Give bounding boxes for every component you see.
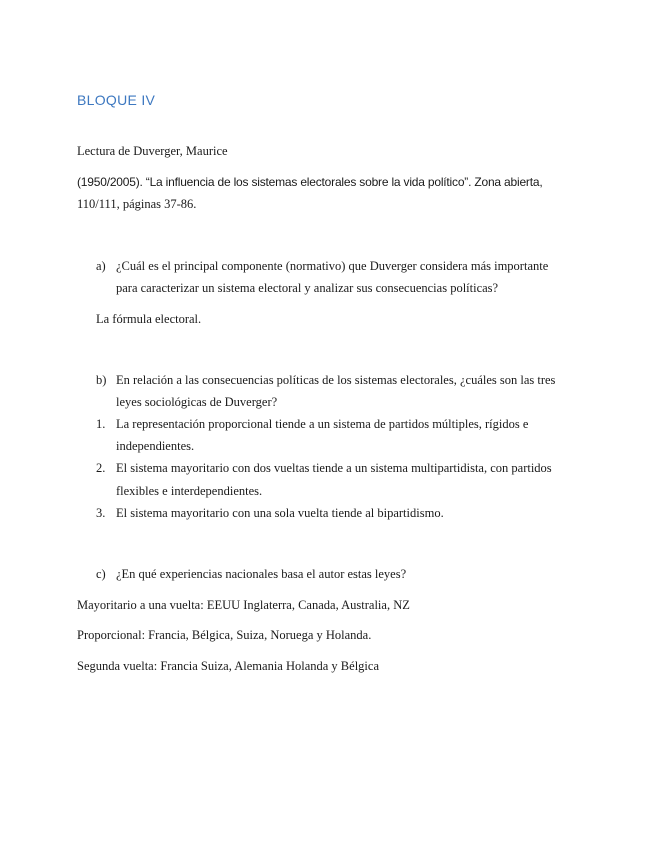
question-b-line-2: leyes sociológicas de Duverger? (116, 395, 278, 409)
citation-line-2: (1950/2005). “La influencia de los sistemas electorales sobre la vida político”. Zona abierta, (77, 175, 543, 189)
question-a-marker: a) (96, 259, 106, 273)
law-2-line-1: El sistema mayoritario con dos vueltas tiende a un sistema multipartidista, con partidos (116, 461, 552, 475)
question-a-answer: La fórmula electoral. (96, 312, 202, 326)
question-b-marker: b) (96, 373, 107, 387)
answer-c-proportional: Proporcional: Francia, Bélgica, Suiza, Noruega y Holanda. (77, 628, 372, 642)
answer-c-second-round: Segunda vuelta: Francia Suiza, Alemania Holanda y Bélgica (77, 659, 379, 673)
answer-c-majority-single-round: Mayoritario a una vuelta: EEUU Inglaterra, Canada, Australia, NZ (77, 598, 410, 612)
question-b-line-1: En relación a las consecuencias políticas de los sistemas electorales, ¿cuáles son las tres (116, 373, 556, 387)
citation-line-3: 110/111, páginas 37-86. (77, 197, 197, 211)
section-heading: BLOQUE IV (77, 92, 156, 108)
law-3-marker: 3. (96, 506, 106, 520)
citation-line-1: Lectura de Duverger, Maurice (77, 144, 228, 158)
question-c-line-1: ¿En qué experiencias nacionales basa el autor estas leyes? (116, 567, 407, 581)
law-1-line-1: La representación proporcional tiende a un sistema de partidos múltiples, rígidos e (116, 417, 529, 431)
law-1-line-2: independientes. (116, 439, 195, 453)
law-2-line-2: flexibles e interdependientes. (116, 484, 263, 498)
law-2-marker: 2. (96, 461, 106, 475)
question-c-marker: c) (96, 567, 106, 581)
law-3-line-1: El sistema mayoritario con una sola vuelta tiende al bipartidismo. (116, 506, 444, 520)
law-1-marker: 1. (96, 417, 106, 431)
question-a-line-2: para caracterizar un sistema electoral y analizar sus consecuencias políticas? (116, 281, 499, 295)
question-a-line-1: ¿Cuál es el principal componente (normativo) que Duverger considera más importante (116, 259, 549, 273)
